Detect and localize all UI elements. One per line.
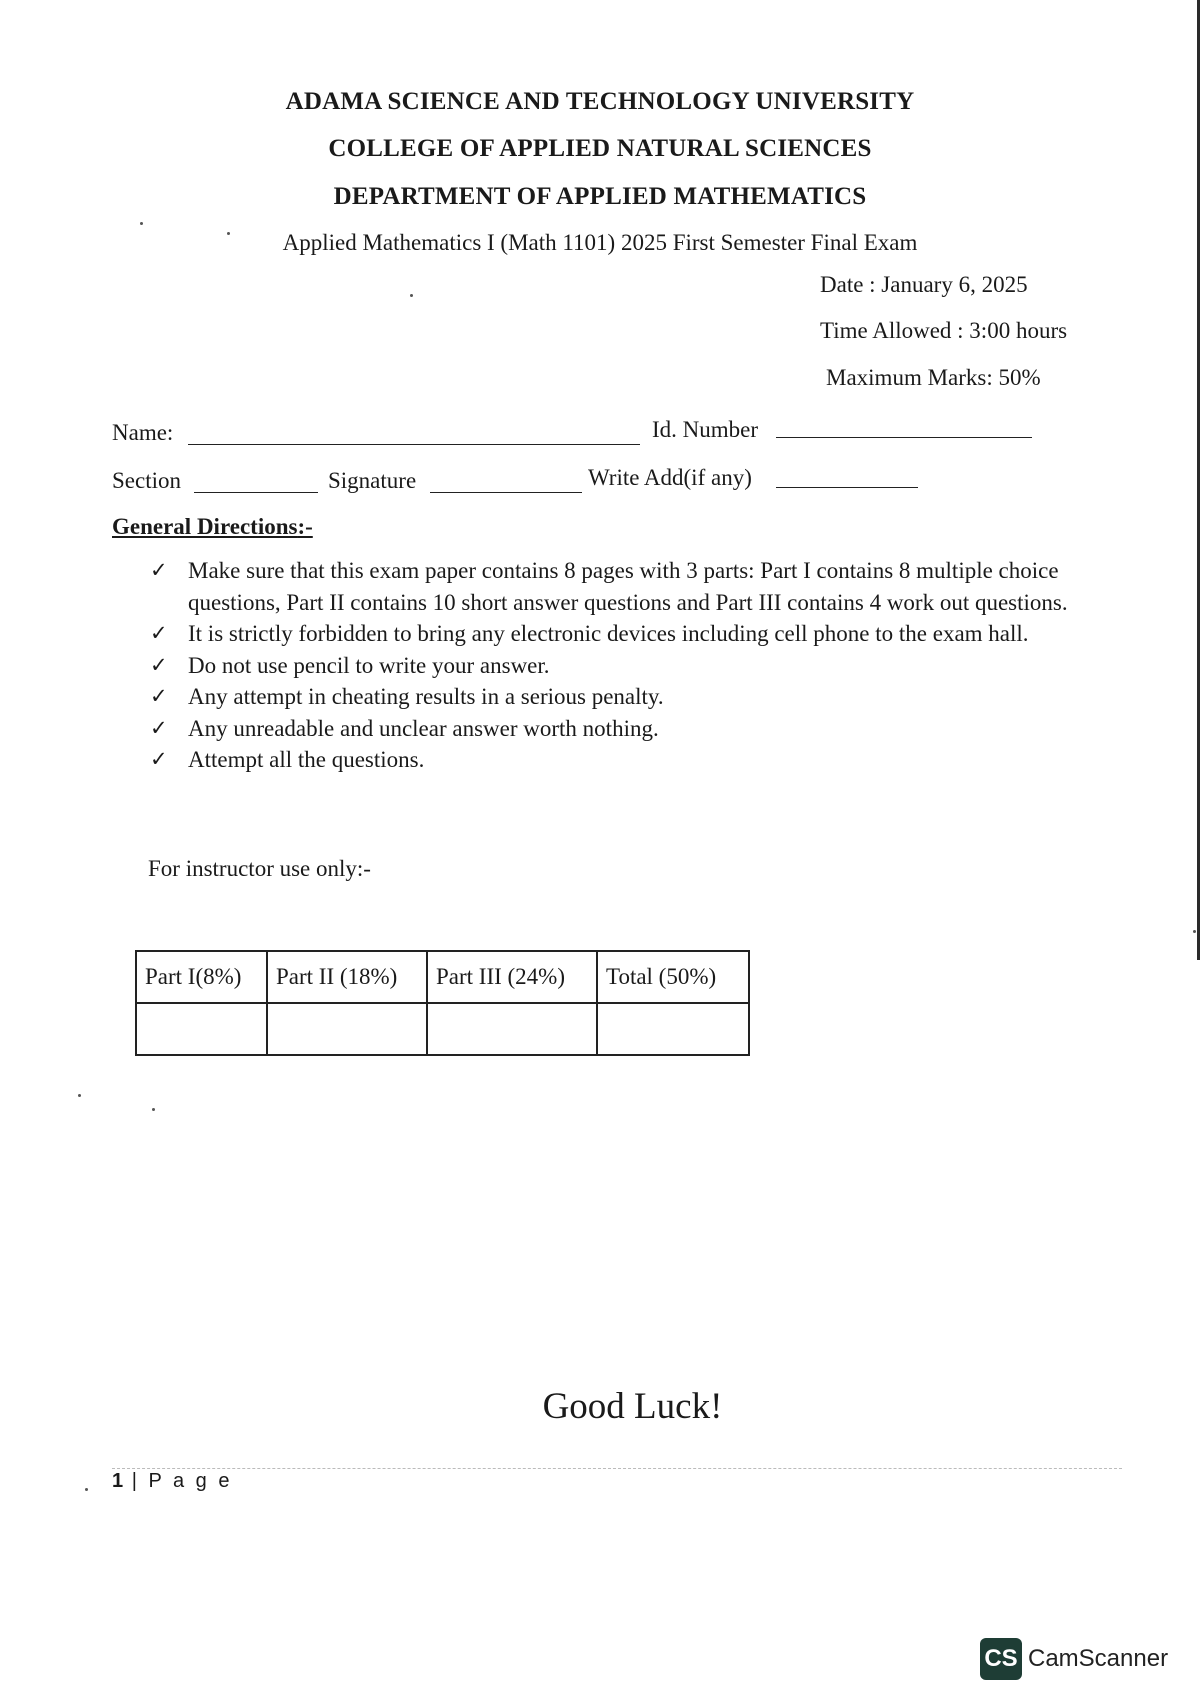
marks-table	[135, 950, 750, 1056]
college-name: COLLEGE OF APPLIED NATURAL SCIENCES	[328, 135, 872, 162]
direction-item	[150, 744, 1090, 776]
time-allowed: Time Allowed : 3:00 hours	[820, 318, 1068, 343]
direction-item	[150, 650, 1090, 682]
marks-header-part1: Part I(8%)	[136, 951, 267, 1003]
signature-label: Signature	[328, 468, 417, 493]
name-field[interactable]	[188, 444, 640, 445]
scan-speck	[1193, 930, 1196, 933]
direction-text: Any unreadable and unclear answer worth nothing.	[188, 715, 659, 741]
checkmark-icon: ✓	[150, 715, 168, 740]
exam-title: Applied Mathematics I (Math 1101) 2025 First Semester Final Exam	[282, 230, 918, 255]
page-label: | P a g e	[131, 1470, 233, 1492]
page-number	[112, 1470, 232, 1493]
score-cell-part2[interactable]	[267, 1003, 427, 1055]
score-cell-part3[interactable]	[427, 1003, 597, 1055]
general-directions-title	[112, 514, 313, 540]
signature-field[interactable]	[430, 492, 582, 493]
general-directions-heading: General Directions	[112, 514, 298, 539]
general-directions-suffix: :-	[297, 514, 313, 539]
direction-item	[150, 555, 1090, 618]
scan-speck	[152, 1108, 155, 1111]
marks-header-part3: Part III (24%)	[427, 951, 597, 1003]
department-name: DEPARTMENT OF APPLIED MATHEMATICS	[333, 183, 867, 210]
direction-item	[150, 618, 1090, 650]
camscanner-watermark	[980, 1638, 1168, 1680]
footer-divider	[112, 1468, 1122, 1469]
marks-score-row	[136, 1003, 749, 1055]
write-add-field[interactable]	[776, 487, 918, 488]
direction-text: Any attempt in cheating results in a serious penalty.	[188, 684, 664, 709]
direction-item	[150, 681, 1090, 713]
id-number-field[interactable]	[776, 437, 1032, 438]
marks-header-row	[136, 951, 749, 1003]
checkmark-icon: ✓	[150, 747, 168, 771]
section-label: Section	[112, 468, 181, 493]
instructor-use-label: For instructor use only:-	[148, 856, 371, 881]
camscanner-text: CamScanner	[1028, 1645, 1169, 1672]
direction-text: Do not use pencil to write your answer.	[188, 652, 550, 678]
maximum-marks: Maximum Marks: 50%	[826, 365, 1041, 390]
section-field[interactable]	[194, 492, 318, 493]
scan-speck	[78, 1094, 81, 1097]
university-name: ADAMA SCIENCE AND TECHNOLOGY UNIVERSITY	[285, 88, 915, 115]
scan-speck	[227, 232, 230, 235]
checkmark-icon: ✓	[150, 652, 168, 677]
direction-text: Attempt all the questions.	[188, 747, 425, 772]
page-number-value: 1	[112, 1470, 124, 1492]
exam-date: Date : January 6, 2025	[820, 272, 1028, 297]
direction-item	[150, 713, 1090, 745]
scan-speck	[140, 222, 143, 225]
good-luck-text: Good Luck!	[542, 1386, 723, 1427]
checkmark-icon: ✓	[150, 558, 168, 582]
marks-header-part2: Part II (18%)	[267, 951, 427, 1003]
score-cell-total[interactable]	[597, 1003, 749, 1055]
score-cell-part1[interactable]	[136, 1003, 267, 1055]
directions-list	[150, 555, 1090, 776]
scan-speck	[85, 1488, 88, 1491]
write-add-label: Write Add(if any)	[588, 465, 752, 490]
scan-speck	[410, 294, 413, 297]
camscanner-logo-icon: CS	[980, 1638, 1022, 1680]
id-number-label: Id. Number	[652, 417, 759, 442]
checkmark-icon: ✓	[150, 621, 168, 645]
direction-text: Make sure that this exam paper contains 8 pages with 3 parts: Part I contains 8 multiple choice questions, Part II contains 10 short answer questions and Part III contains 4 work out questions.	[188, 558, 1068, 615]
name-label: Name:	[112, 420, 174, 445]
direction-text: It is strictly forbidden to bring any electronic devices including cell phone to the exam hall.	[188, 621, 1029, 646]
marks-header-total: Total (50%)	[597, 951, 749, 1003]
checkmark-icon: ✓	[150, 684, 168, 708]
